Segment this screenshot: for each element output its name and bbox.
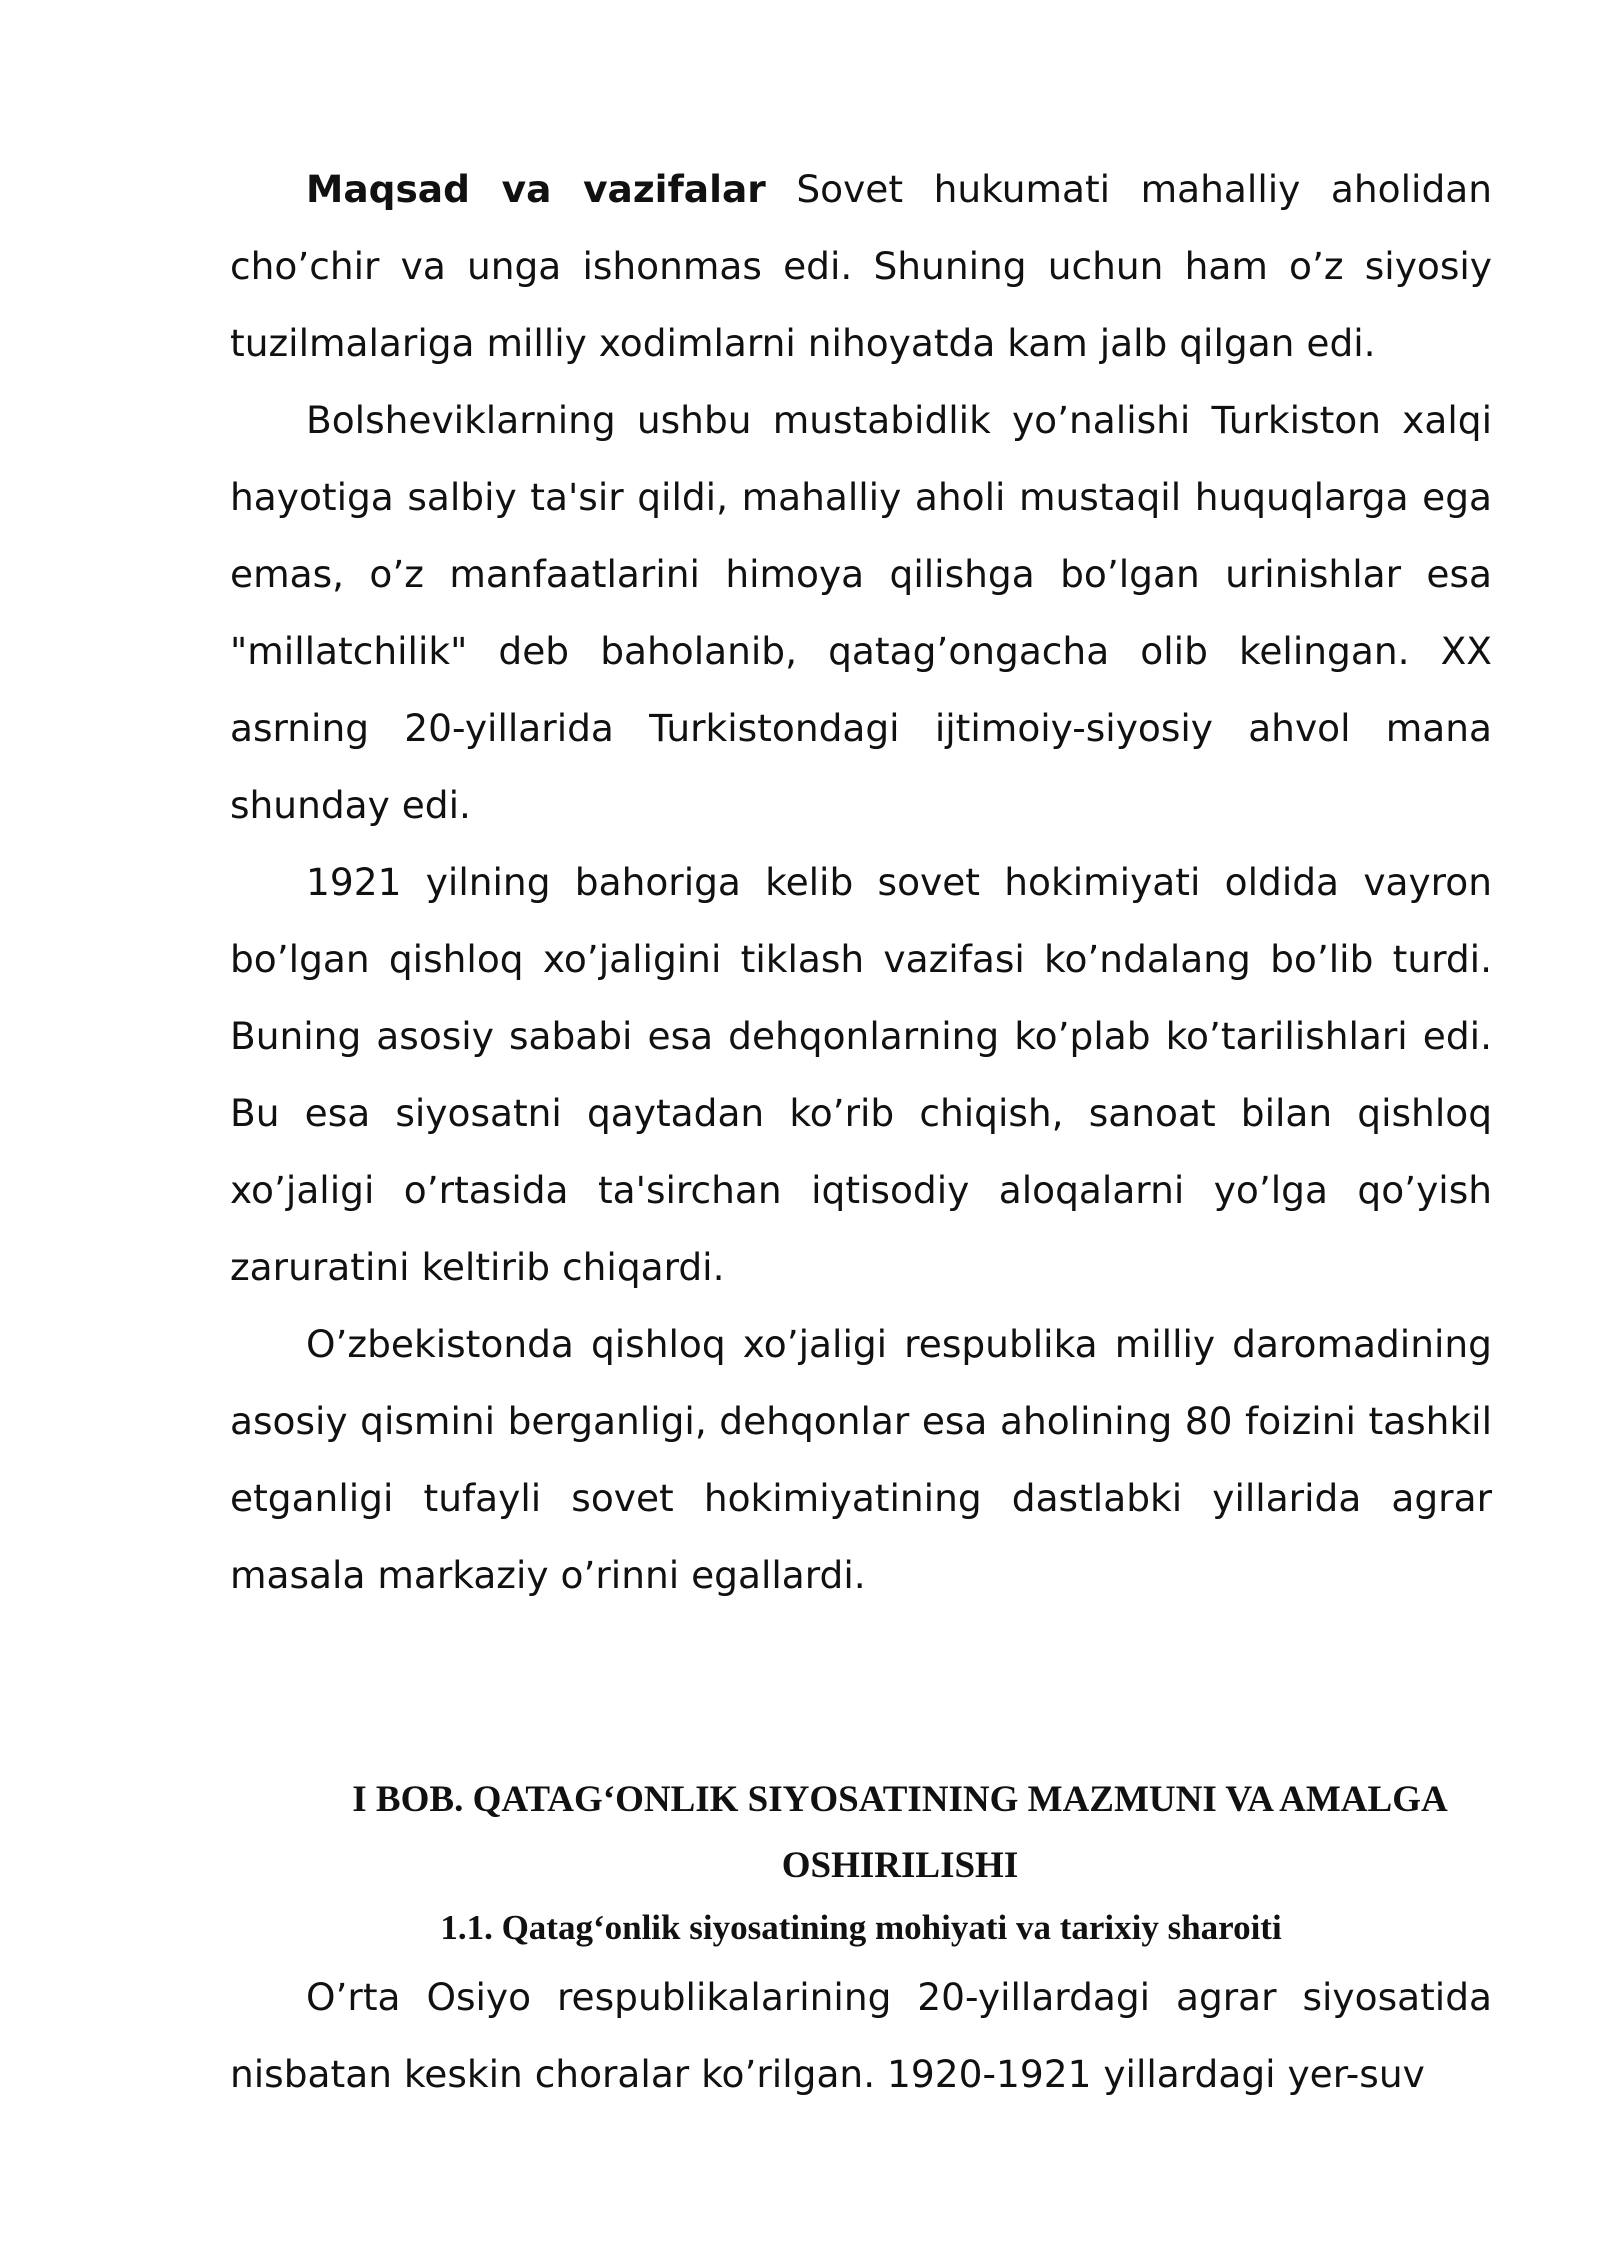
section-title: 1.1. Qatag‘onlik siyosatining mohiyati va tarixiy sharoiti: [440, 1908, 1282, 1947]
section-paragraph: O’rta Osiyo respublikalarining 20-yillardagi agrar siyosatida nisbatan keskin choralar ko’rilgan. 1920-1921 yillardagi yer-suv: [230, 1975, 1492, 2096]
main-text-block: [230, 151, 1492, 1614]
chapter-title: I BOB. QATAG‘ONLIK SIYOSATINING MAZMUNI VA AMALGA OSHIRILISHI: [352, 1779, 1448, 1886]
intro-paragraph: [230, 151, 1492, 382]
intro-lead-text: Sovet hukumati mahalliy aholidan cho’chir va unga ishonmas edi. Shuning uchun ham o’z siyosiy tuzilmalariga milliy xodimlarni nihoyatda kam jalb qilgan edi.: [230, 167, 1492, 365]
section-text-block: [230, 1959, 1492, 2113]
body-paragraph: 1921 yilning bahoriga kelib sovet hokimiyati oldida vayron bo’lgan qishloq xo’jaligini tiklash vazifasi ko’ndalang bo’lib turdi. Buning asosiy sababi esa dehqonlarning ko’plab ko’tarilishlari edi. Bu esa siyosatni qaytadan ko’rib chiqish, sanoat bilan qishloq xo’jaligi o’rtasida ta'sirchan iqtisodiy aloqalarni yo’lga qo’yish zaruratini keltirib chiqardi.: [230, 860, 1492, 1289]
body-paragraph: O’zbekistonda qishloq xo’jaligi respublika milliy daromadining asosiy qismini berganligi, dehqonlar esa aholining 80 foizini tashkil etganligi tufayli sovet hokimiyatining dastlabki yillarida agrar masala markaziy o’rinni egallardi.: [230, 1322, 1492, 1597]
body-paragraph: Bolsheviklarning ushbu mustabidlik yo’nalishi Turkiston xalqi hayotiga salbiy ta'sir qildi, mahalliy aholi mustaqil huquqlarga ega emas, o’z manfaatlarini himoya qilishga bo’lgan urinishlar esa "millatchilik" deb baholanib, qatag’ongacha olib kelingan. XX asrning 20-yillarida Turkistondagi ijtimoiy-siyosiy ahvol mana shunday edi.: [230, 398, 1492, 827]
intro-lead-bold: Maqsad va vazifalar: [306, 167, 766, 211]
